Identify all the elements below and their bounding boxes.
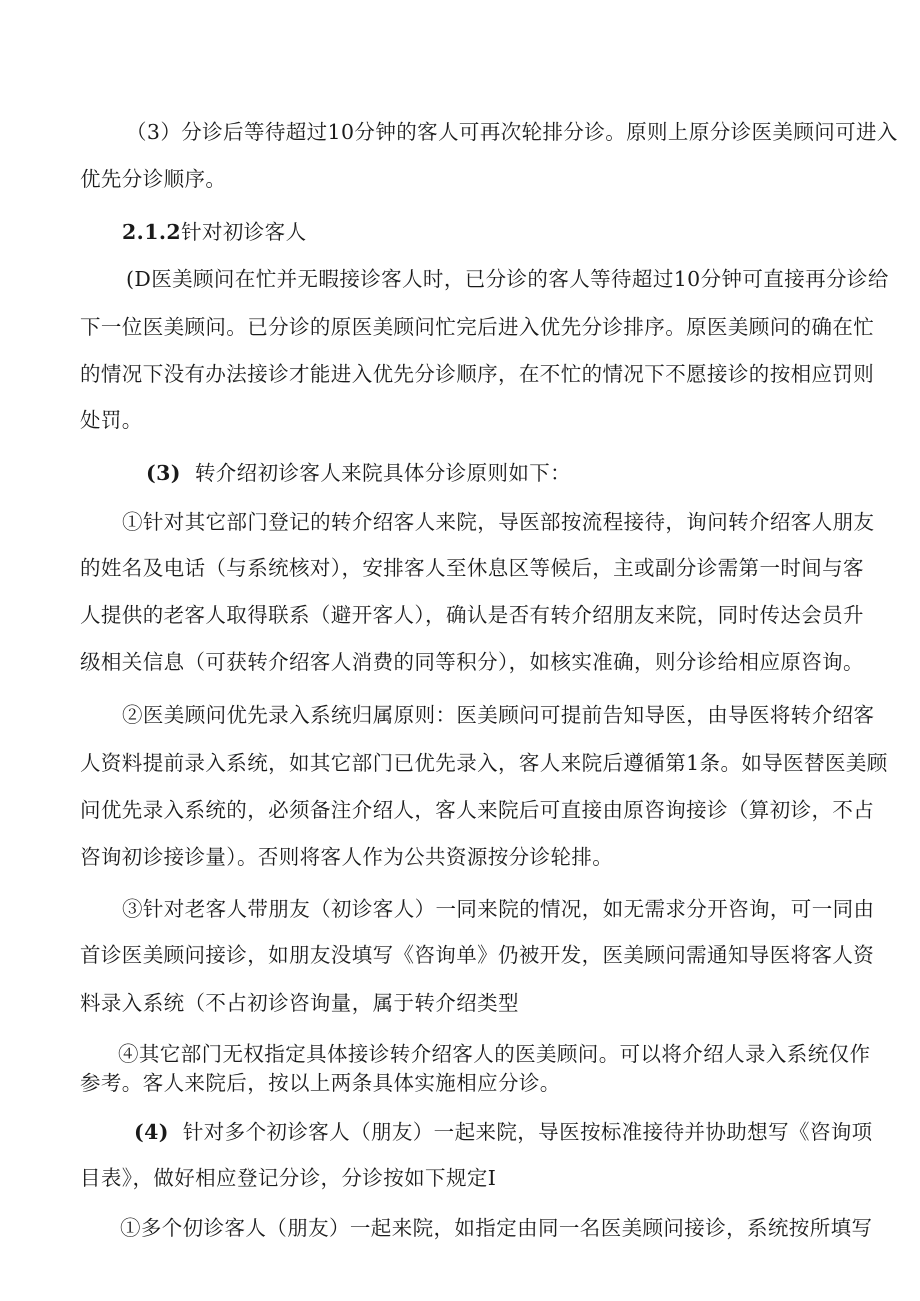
paragraph-1-line-4: 处罚。 bbox=[80, 408, 143, 432]
paragraph-3-line-1: （3）分诊后等待超过10分钟的客人可再次轮排分诊。原则上原分诊医美顾问可进入 bbox=[126, 120, 898, 144]
paragraph-1-line-3: 的情况下没有办法接诊才能进入优先分诊顺序，在不忙的情况下不愿接诊的按相应罚则 bbox=[80, 362, 875, 386]
subsection-heading-4 bbox=[134, 1117, 873, 1147]
subsection-4-line-2: 目表》，做好相应登记分诊，分诊按如下规定I bbox=[80, 1166, 497, 1190]
paragraph-3-line-2: 优先分诊顺序。 bbox=[80, 167, 227, 191]
item-4-1-line-1: ①多个仞诊客人（朋友）一起来院，如指定由同一名医美顾问接诊，系统按所填写 bbox=[120, 1216, 873, 1240]
item-3-line-1: ③针对老客人带朋友（初诊客人）一同来院的情况，如无需求分开咨询，可一同由 bbox=[122, 897, 875, 921]
item-3-line-2: 首诊医美顾问接诊，如朋友没填写《咨询单》仍被开发，医美顾问需通知导医将客人资 bbox=[80, 943, 875, 967]
item-3-line-3: 料录入系统（不占初诊咨询量，属于转介绍类型 bbox=[80, 991, 519, 1015]
subsection-title: 转介绍初诊客人来院具体分诊原则如下： bbox=[194, 461, 572, 485]
subsection-heading-3 bbox=[146, 458, 571, 488]
item-1-line-4: 级相关信息（可获转介绍客人消费的同等积分），如核实准确，则分诊给相应原咨询。 bbox=[80, 650, 864, 674]
item-1-line-3: 人提供的老客人取得联系（避开客人），确认是否有转介绍朋友来院，同时传达会员升 bbox=[80, 603, 864, 627]
paragraph-1-line-1: (D医美顾问在忙并无暇接诊客人时，已分诊的客人等待超过10分钟可直接再分诊给 bbox=[126, 267, 889, 291]
paragraph-1-line-2: 下一位医美顾问。已分诊的原医美顾问忙完后进入优先分诊排序。原医美顾问的确在忙 bbox=[80, 315, 875, 339]
item-2-line-4: 咨询初诊接诊量）。否则将客人作为公共资源按分诊轮排。 bbox=[80, 845, 614, 869]
item-2-line-3: 问优先录入系统的，必须备注介绍人，客人来院后可直接由原咨询接诊（算初诊，不占 bbox=[80, 798, 875, 822]
section-number: 2.1.2 bbox=[122, 220, 182, 244]
item-1-line-1: ①针对其它部门登记的转介绍客人来院，导医部按流程接待，询问转介绍客人朋友 bbox=[122, 510, 875, 534]
item-2-line-1: ②医美顾问优先录入系统归属原则：医美顾问可提前告知导医，由导医将转介绍客 bbox=[122, 703, 875, 727]
subsection-number: (4) bbox=[134, 1120, 169, 1144]
item-1-line-2: 的姓名及电话（与系统核对），安排客人至休息区等候后，主或副分诊需第一时间与客 bbox=[80, 556, 864, 580]
item-4-line-1: ④其它部门无权指定具体接诊转介绍客人的医美顾问。可以将介绍人录入系统仅作 bbox=[118, 1042, 871, 1066]
subsection-number: (3) bbox=[146, 461, 181, 485]
section-heading-2-1-2 bbox=[122, 217, 306, 247]
section-title: 针对初诊客人 bbox=[181, 220, 307, 244]
subsection-line-1: 针对多个初诊客人（朋友）一起来院，导医按标准接待并协助想写《咨询项 bbox=[182, 1120, 873, 1144]
item-2-line-2: 人资料提前录入系统，如其它部门已优先录入，客人来院后遵循第1条。如导医替医美顾 bbox=[80, 751, 888, 775]
item-4-line-2: 参考。客人来院后，按以上两条具体实施相应分诊。 bbox=[80, 1071, 561, 1095]
